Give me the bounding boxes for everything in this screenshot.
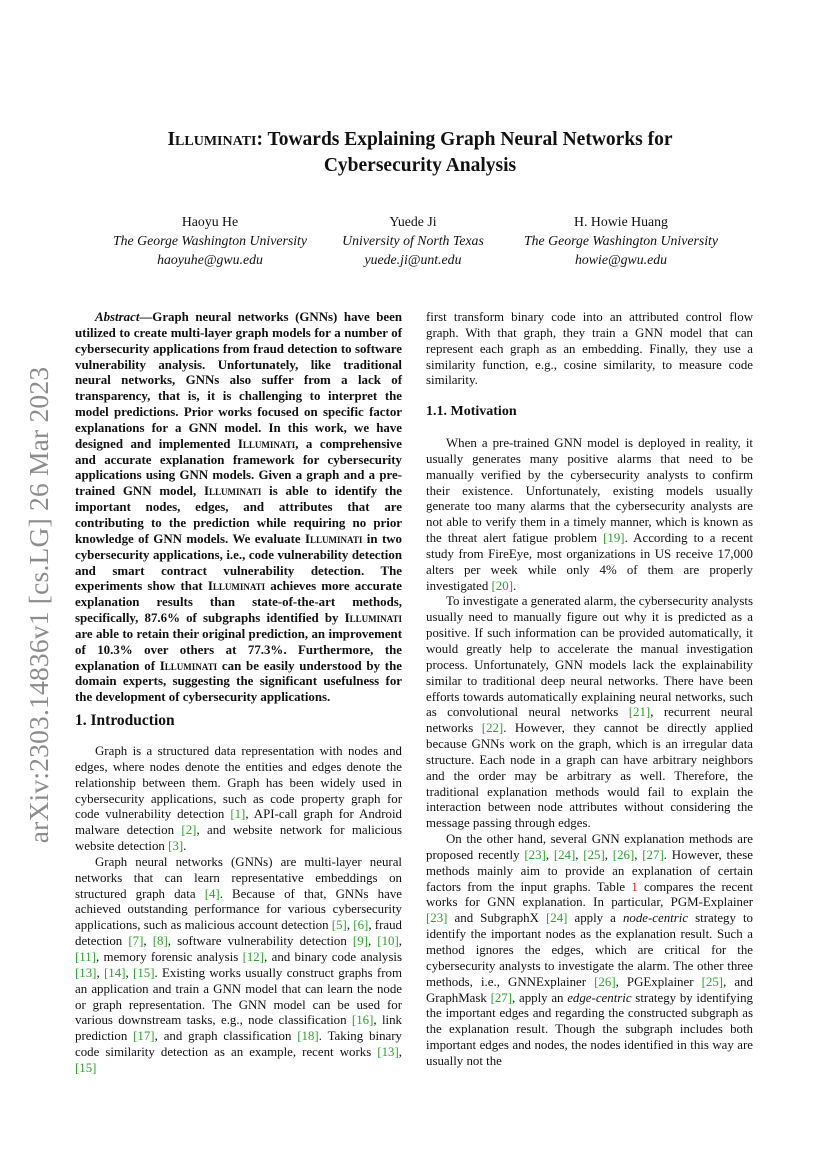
- arxiv-identifier-text: arXiv:2303.14836v1 [cs.LG] 26 Mar 2023: [23, 366, 54, 844]
- author-name: H. Howie Huang: [574, 214, 668, 229]
- citation-link[interactable]: [25]: [701, 974, 724, 989]
- text: ,: [398, 934, 403, 949]
- text: , and GraphMask: [426, 974, 753, 1005]
- citation-link[interactable]: [10]: [377, 934, 399, 949]
- text: ,: [125, 965, 134, 980]
- table-reference-link[interactable]: 1: [631, 879, 638, 894]
- citation-link[interactable]: [25]: [583, 847, 605, 862]
- subsection-heading-motivation: 1.1. Motivation: [426, 404, 517, 419]
- text: ,: [545, 847, 554, 862]
- text: When a pre-trained GNN model is deployed in reality, it usually generates many positive alarms that need to be manually verified by the cybersecurity analysts to confirm their existence. Unfortunately, existing models usually generate too many alarms that the cybersecurity analysts are not able to verify them in a timely manner, which is known as the threat alert fatigue problem: [426, 436, 753, 546]
- citation-link[interactable]: [14]: [104, 965, 126, 980]
- abstract-label: Abstract: [95, 310, 140, 324]
- text: Graph neural networks (GNNs) are multi-layer neural networks that can learn representative embeddings on structured graph data: [75, 854, 402, 901]
- author-email: howie@gwu.edu: [574, 252, 668, 267]
- introduction-continuation: [426, 310, 753, 389]
- abstract-text: , a comprehensive and accurate explanation framework for cybersecurity applications using GNN models. Given a graph and a pre-trained GNN model,: [75, 436, 402, 499]
- text: , PGExplainer: [615, 974, 702, 989]
- citation-link[interactable]: [16]: [351, 1013, 374, 1028]
- abstract-text: are able to retain their original prediction, an improvement of 10.3% over others at 77.3%. Furthermore, the explanation of: [75, 626, 402, 673]
- text: , API-call graph for Android malware detection: [75, 807, 402, 838]
- text: . According to a recent study from FireEye, most organizations in US receive 17,000 alters per week while only 4% of them are properly investigated: [426, 531, 754, 593]
- arxiv-identifier: [16, 362, 62, 848]
- title-line2: Cybersecurity Analysis: [323, 155, 517, 176]
- citation-link[interactable]: [11]: [75, 949, 96, 964]
- text: . However, they cannot be directly applied because GNNs work on the graph, which is an irregular data structure. Each node in a graph can have arbitrary neighbors and the order may be arbitrary as well. Therefore, the traditional explanation methods would fail to explain the interaction between node attributes without considering the message passing through edges.: [426, 721, 754, 831]
- author-name: Yuede Ji: [389, 214, 437, 229]
- emphasis: edge-centric: [567, 990, 632, 1005]
- citation-link[interactable]: [5]: [331, 918, 347, 933]
- text: , link prediction: [75, 1013, 403, 1044]
- citation-link[interactable]: [24]: [553, 847, 576, 862]
- section-heading-introduction: 1. Introduction: [75, 712, 175, 729]
- citation-link[interactable]: [20]: [491, 578, 513, 593]
- abstract-text: in two cybersecurity applications, i.e., code vulnerability detection and smart contract vulnerability detection. The experiments show that: [75, 531, 402, 594]
- abstract-paragraph: [75, 310, 402, 706]
- paragraph: [426, 594, 753, 832]
- paragraph: [75, 744, 402, 855]
- text: . Because of that, GNNs have achieved outstanding performance for various cybersecurity applications, such as malicious account detection: [75, 886, 402, 933]
- abstract-text: is able to identify the important nodes, edges, and attributes that are contributing to the prediction while requiring no prior knowledge of GNN models. We evaluate: [75, 484, 402, 546]
- motivation-body: [426, 436, 753, 1070]
- abstract-text: can be easily understood by the domain experts, suggesting the significant usefulness for the development of cybersecurity applications.: [75, 658, 402, 705]
- text: strategy by identifying the important edges and regarding the constructed subgraph as the explanation result. Though the subgraph includes both important edges and nodes, the nodes identified in this way are usually not the: [426, 990, 753, 1068]
- paper-title: [90, 127, 750, 179]
- system-name: Illuminati: [344, 611, 402, 626]
- paragraph: [426, 832, 753, 1070]
- citation-link[interactable]: [21]: [628, 705, 651, 720]
- text: , apply an: [512, 990, 568, 1005]
- text: .: [513, 578, 517, 593]
- citation-link[interactable]: [24]: [545, 911, 568, 926]
- text: . Existing works usually construct graphs from an application and train a GNN model that can learn the node or graph representation. The GNN model can be used for various downstream tasks, e.g., node classification: [75, 965, 402, 1028]
- citation-link[interactable]: [19]: [603, 531, 625, 546]
- system-name: Illuminati: [237, 436, 296, 451]
- text: compares the recent works for GNN explanation. In particular, PGM-Explainer: [426, 879, 753, 910]
- paragraph: [426, 436, 753, 594]
- citation-link[interactable]: [17]: [133, 1029, 155, 1044]
- text: , and website network for malicious website detection: [75, 823, 402, 854]
- text: , fraud detection: [75, 918, 402, 949]
- text: ,: [604, 847, 613, 862]
- introduction-body: [75, 744, 402, 1077]
- author-email: yuede.ji@unt.edu: [364, 252, 462, 267]
- abstract-text: achieves more accurate explanation results than state-of-the-art methods, specifically, 87.6% of subgraphs identified by: [75, 579, 402, 626]
- citation-link[interactable]: [4]: [204, 886, 220, 901]
- text: ,: [398, 1045, 402, 1060]
- text: . Taking binary code similarity detection as an example, recent works: [75, 1029, 402, 1060]
- emphasis: node-centric: [622, 911, 689, 926]
- citation-link[interactable]: [1]: [230, 807, 246, 822]
- text: On the other hand, several GNN explanation methods are proposed recently: [426, 832, 753, 862]
- system-name: Illuminati: [207, 579, 266, 594]
- author-affiliation: The George Washington University: [112, 233, 308, 248]
- text: ,: [346, 918, 354, 933]
- text: . However, these methods mainly aim to provide an explanation of certain factors from the input graphs. Table: [426, 847, 753, 894]
- system-name: Illuminati: [159, 658, 218, 673]
- text: , software vulnerability detection: [167, 934, 353, 949]
- citation-link[interactable]: [15]: [133, 965, 155, 980]
- text: apply a: [567, 911, 623, 926]
- system-name: Illuminati: [167, 129, 257, 150]
- text: Graph is a structured data representation with nodes and edges, where nodes denote the entities and edges denote the relationship between them. Graph has been widely used in cybersecurity applications, such as code property graph for code vulnerability detection: [75, 744, 402, 822]
- author-block-2: [293, 212, 533, 269]
- text: and SubgraphX: [447, 911, 546, 926]
- author-block-3: [501, 212, 741, 269]
- abstract-text: —Graph neural networks (GNNs) have been utilized to create multi-layer graph models for a number of cybersecurity applications from fraud detection to software vulnerability analysis. Unfortunately, like traditional neural networks, GNNs also suffer from a lack of transparency, that is, it is challenging to interpret the model predictions. Prior works focused on specific factor explanations for a GNN model. In this work, we have designed and implemented: [75, 310, 402, 451]
- abstract: [75, 310, 402, 706]
- text: .: [183, 839, 187, 854]
- paragraph: first transform binary code into an attributed control flow graph. With that graph, they train a GNN model that can represent each graph as an embedding. Finally, they use a similarity function, e.g., cosine similarity, to measure code similarity.: [426, 310, 753, 388]
- citation-link[interactable]: [26]: [594, 974, 616, 989]
- author-affiliation: University of North Texas: [342, 233, 484, 248]
- text: ,: [367, 934, 378, 949]
- citation-link[interactable]: [23]: [524, 847, 546, 862]
- citation-link[interactable]: [18]: [297, 1029, 319, 1044]
- system-name: Illuminati: [305, 531, 363, 546]
- citation-link[interactable]: [22]: [481, 721, 504, 736]
- text: To investigate a generated alarm, the cybersecurity analysts usually need to manually figure out why it is predicted as a positive. If such information can be provided automatically, it would greatly help to accelerate the manual investigation process. Unfortunately, GNN models lack the explainability similar to traditional deep neural networks. There have been efforts towards automatically explaining neural networks, such as convolutional neural networks: [426, 594, 753, 720]
- text: ,: [143, 934, 153, 949]
- citation-link[interactable]: [13]: [75, 965, 97, 980]
- text: strategy to identify the important nodes as the explanation result. Such a method ignores the edges, which are critical for the cybersecurity analysts to investigate the alarm. The other three methods, i.e., GNNExplainer: [426, 911, 754, 989]
- author-name: Haoyu He: [181, 214, 239, 229]
- citation-link[interactable]: [6]: [353, 918, 369, 933]
- system-name: Illuminati: [204, 484, 262, 499]
- paragraph: [75, 855, 402, 1077]
- text: ,: [96, 965, 105, 980]
- text: , and binary code analysis: [264, 949, 402, 964]
- text: , and graph classification: [154, 1029, 298, 1044]
- citation-link[interactable]: [27]: [490, 990, 513, 1005]
- citation-link[interactable]: [9]: [352, 934, 368, 949]
- citation-link[interactable]: [15]: [75, 1060, 97, 1075]
- citation-link[interactable]: [8]: [152, 934, 168, 949]
- citation-link[interactable]: [27]: [642, 847, 664, 862]
- title-line1: : Towards Explaining Graph Neural Networks for: [256, 129, 673, 150]
- citation-link[interactable]: [12]: [242, 949, 265, 964]
- text: , memory forensic analysis: [96, 949, 243, 964]
- citation-link[interactable]: [2]: [181, 823, 197, 838]
- citation-link[interactable]: [23]: [426, 911, 448, 926]
- text: , recurrent neural networks: [426, 705, 754, 736]
- text: ,: [634, 847, 643, 862]
- citation-link[interactable]: [7]: [128, 934, 144, 949]
- text: ,: [575, 847, 584, 862]
- author-affiliation: The George Washington University: [523, 233, 719, 248]
- citation-link[interactable]: [13]: [377, 1045, 399, 1060]
- author-email: haoyuhe@gwu.edu: [157, 252, 263, 267]
- citation-link[interactable]: [3]: [168, 839, 184, 854]
- citation-link[interactable]: [26]: [612, 847, 635, 862]
